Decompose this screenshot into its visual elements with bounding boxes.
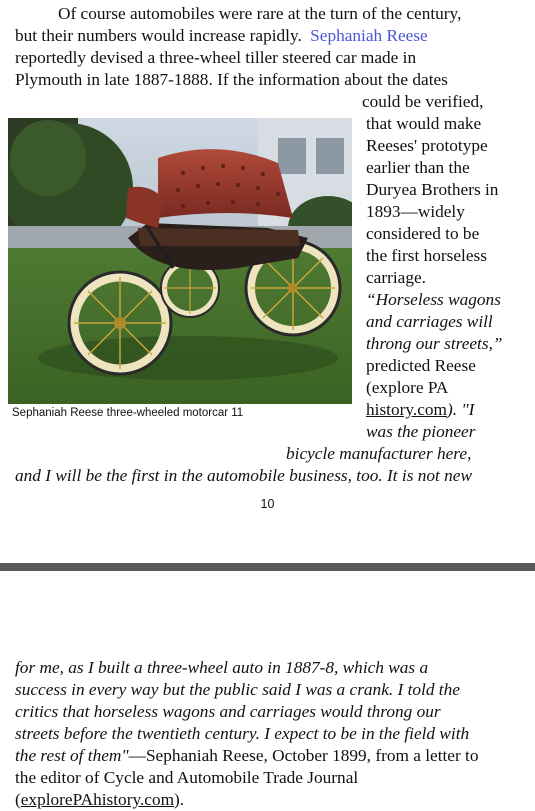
motorcar-photo bbox=[8, 118, 352, 404]
text-line: Plymouth in late 1887-1888. If the information about the dates bbox=[15, 70, 448, 89]
text-line: Reeses' prototype bbox=[366, 136, 488, 155]
quote-line: and carriages will bbox=[366, 312, 493, 331]
text-line: considered to be bbox=[366, 224, 480, 243]
text-line: predicted Reese bbox=[366, 356, 476, 375]
photo-caption: Sephaniah Reese three-wheeled motorcar 11 bbox=[12, 407, 244, 419]
text-span: ( bbox=[15, 790, 21, 809]
text-line: earlier than the bbox=[366, 158, 470, 177]
page-divider bbox=[0, 563, 535, 571]
text-line bbox=[366, 399, 474, 421]
text-span: ). "I bbox=[446, 400, 475, 419]
quote-line: critics that horseless wagons and carriages would throng our bbox=[15, 702, 441, 721]
text-line: the first horseless bbox=[366, 246, 487, 265]
text-line: Of course automobiles were rare at the turn of the century, bbox=[58, 4, 462, 23]
quote-line: throng our streets,” bbox=[366, 334, 503, 353]
history-link[interactable]: history.com bbox=[366, 400, 447, 419]
page-number: 10 bbox=[260, 497, 275, 511]
quote-line: success in every way but the public said I was a crank. I told the bbox=[15, 680, 460, 699]
text-line bbox=[15, 25, 428, 47]
name-link[interactable]: Sephaniah Reese bbox=[310, 26, 428, 45]
text-span: —Sephaniah Reese, October 1899, from a letter to bbox=[128, 746, 479, 765]
text-span: but their numbers would increase rapidly. bbox=[15, 26, 302, 45]
text-line bbox=[15, 789, 184, 811]
text-line: Duryea Brothers in bbox=[366, 180, 499, 199]
quote-line: and I will be the first in the automobile business, too. It is not new bbox=[15, 466, 472, 485]
quote-line: bicycle manufacturer here, bbox=[286, 444, 472, 463]
text-span: ). bbox=[174, 790, 185, 809]
quote-line: streets before the twentieth century. I expect to be in the field with bbox=[15, 724, 470, 743]
text-line: that would make bbox=[366, 114, 482, 133]
text-line: 1893—widely bbox=[366, 202, 465, 221]
text-line bbox=[15, 745, 479, 767]
history-link[interactable]: explorePAhistory.com bbox=[20, 790, 175, 809]
text-line: could be verified, bbox=[362, 92, 484, 111]
text-span: the rest of them" bbox=[15, 746, 129, 765]
quote-line: for me, as I built a three-wheel auto in 1887-8, which was a bbox=[15, 658, 429, 677]
quote-line: was the pioneer bbox=[366, 422, 476, 441]
motorcar-illustration bbox=[8, 118, 352, 404]
quote-line: “Horseless wagons bbox=[366, 290, 501, 309]
text-line: reportedly devised a three-wheel tiller steered car made in bbox=[15, 48, 417, 67]
text-line: (explore PA bbox=[366, 378, 449, 397]
text-line: carriage. bbox=[366, 268, 426, 287]
text-line: the editor of Cycle and Automobile Trade Journal bbox=[15, 768, 359, 787]
